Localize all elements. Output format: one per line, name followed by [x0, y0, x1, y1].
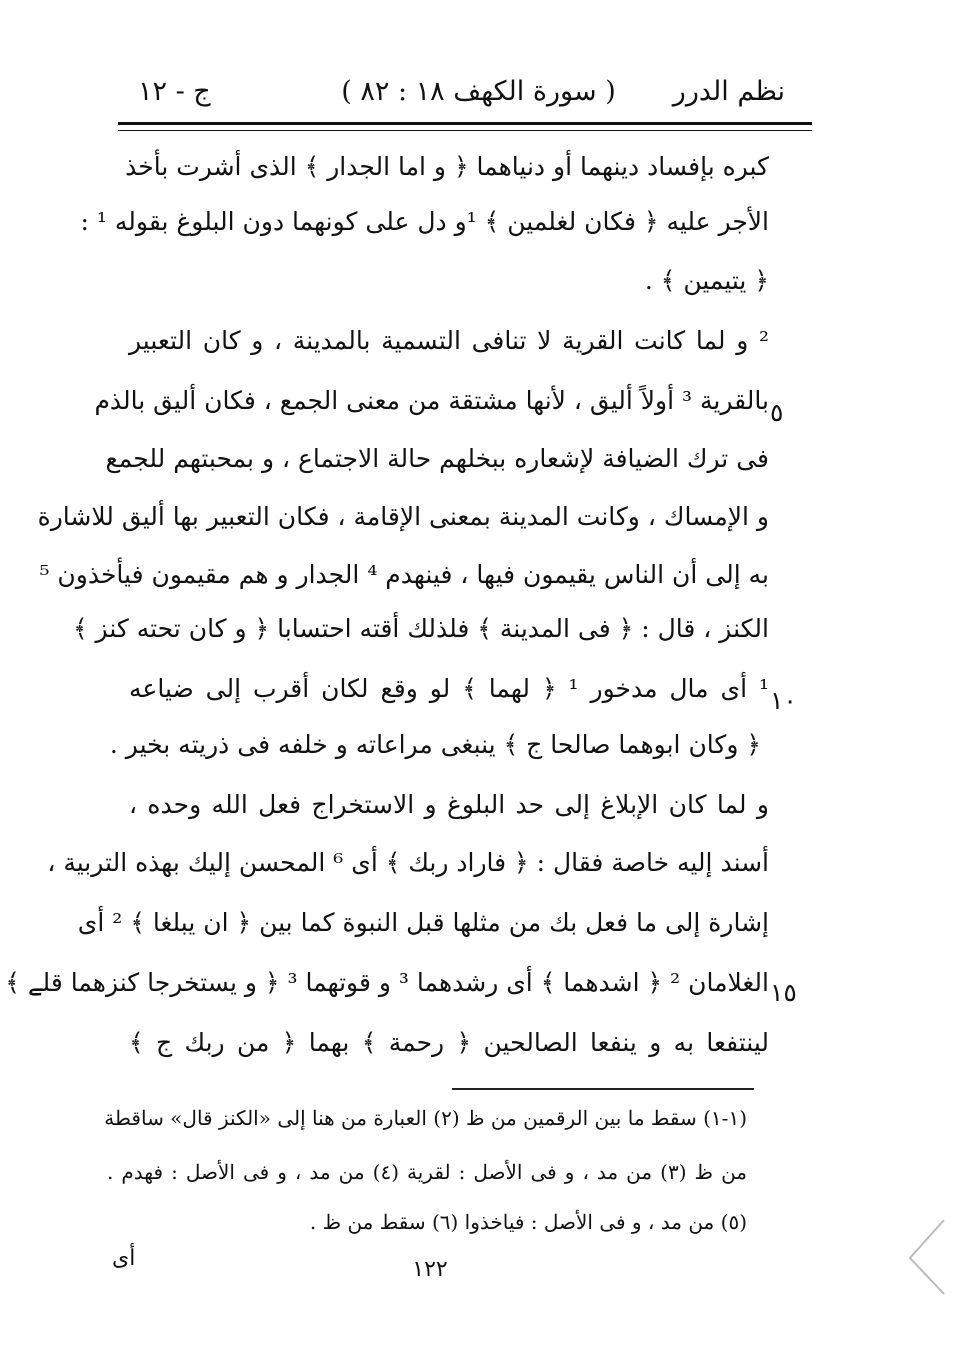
running-header-surah-ref: ( سورة الكهف ١٨ : ٨٢ ) [341, 76, 616, 107]
header-rule-thin [118, 130, 812, 131]
body-line-11: ﴿ وكان ابوهما صالحا ج ﴾ ينبغى مراعاته و خلفه فى ذريته بخير . [109, 730, 761, 759]
body-line-3: ﴿ يتيمين ﴾ . [644, 266, 769, 295]
body-line-14: إشارة إلى ما فعل بك من مثلها قبل النبوة كما بين ﴿ ان يبلغا ﴾ ² أى [77, 908, 769, 937]
body-line-15: الغلامان ² ﴿ اشدهما ﴾ أى رشدهما ³ و قوتهما ³ ﴿ و يستخرجا كنزهما قلے ﴾ [5, 968, 769, 997]
body-line-10: ¹ أى مال مدخور ¹ ﴿ لهما ﴾ لو وقع لكان أقرب إلى ضياعه [129, 674, 769, 703]
body-line-4: ² و لما كانت القرية لا تنافى التسمية بالمدينة ، و كان التعبير [129, 326, 769, 355]
body-line-6: فى ترك الضيافة لإشعاره ببخلهم حالة الاجتماع ، و بمحبتهم للجمع [105, 444, 769, 473]
line-number-10: ١٠ [770, 686, 797, 715]
body-line-16: لينتفعا به و ينفعا الصالحين ﴿ رحمة ﴾ بهما ﴿ من ربك ج ﴾ [129, 1028, 769, 1057]
body-line-2: الأجر عليه ﴿ فكان لغلمين ﴾ ¹و دل على كونهما دون البلوغ بقوله ¹ : [80, 207, 769, 236]
footnote-line-1: (١-١) سقط ما بين الرقمين من ظ (٢) العبارة من هنا إلى «الكنز قال» ساقطة [104, 1106, 747, 1130]
body-line-1: كبره بإفساد دينهما أو دنياهما ﴿ و اما الجدار ﴾ الذى أشرت بأخذ [125, 152, 769, 181]
footnote-separator [452, 1088, 754, 1090]
line-number-15: ١٥ [770, 978, 797, 1007]
header-rule-thick [118, 122, 812, 125]
body-line-5: بالقرية ³ أولاً أليق ، لأنها مشتقة من معنى الجمع ، فكان أليق بالذم [94, 386, 769, 415]
body-line-9: الكنز ، قال : ﴿ فى المدينة ﴾ فلذلك أقته احتسابا ﴿ و كان تحته كنز ﴾ [72, 614, 769, 643]
running-header-book-title: نظم الدرر [672, 76, 785, 107]
body-line-13: أسند إليه خاصة فقال : ﴿ فاراد ربك ﴾ أى ⁶ المحسن إليك بهذه التربية ، [47, 848, 769, 877]
body-line-12: و لما كان الإبلاغ إلى حد البلوغ و الاستخراج فعل الله وحده ، [129, 790, 769, 819]
running-header-volume: ج - ١٢ [138, 76, 211, 107]
body-line-7: و الإمساك ، وكانت المدينة بمعنى الإقامة ، فكان التعبير بها أليق للاشارة [37, 502, 769, 531]
scan-edge-mark [900, 1218, 950, 1298]
footnote-line-3: (٥) من مد ، و فى الأصل : فياخذوا (٦) سقط من ظ . [309, 1210, 747, 1234]
footnote-line-2: من ظ (٣) من مد ، و فى الأصل : لقرية (٤) من مد ، و فى الأصل : فهدم . [107, 1160, 748, 1184]
catchword: أى [112, 1246, 136, 1271]
line-number-5: ٥ [770, 398, 784, 427]
page-number: ١٢٢ [412, 1257, 448, 1282]
body-line-8: به إلى أن الناس يقيمون فيها ، فينهدم ⁴ الجدار و هم مقيمون فيأخذون ⁵ [39, 560, 769, 589]
